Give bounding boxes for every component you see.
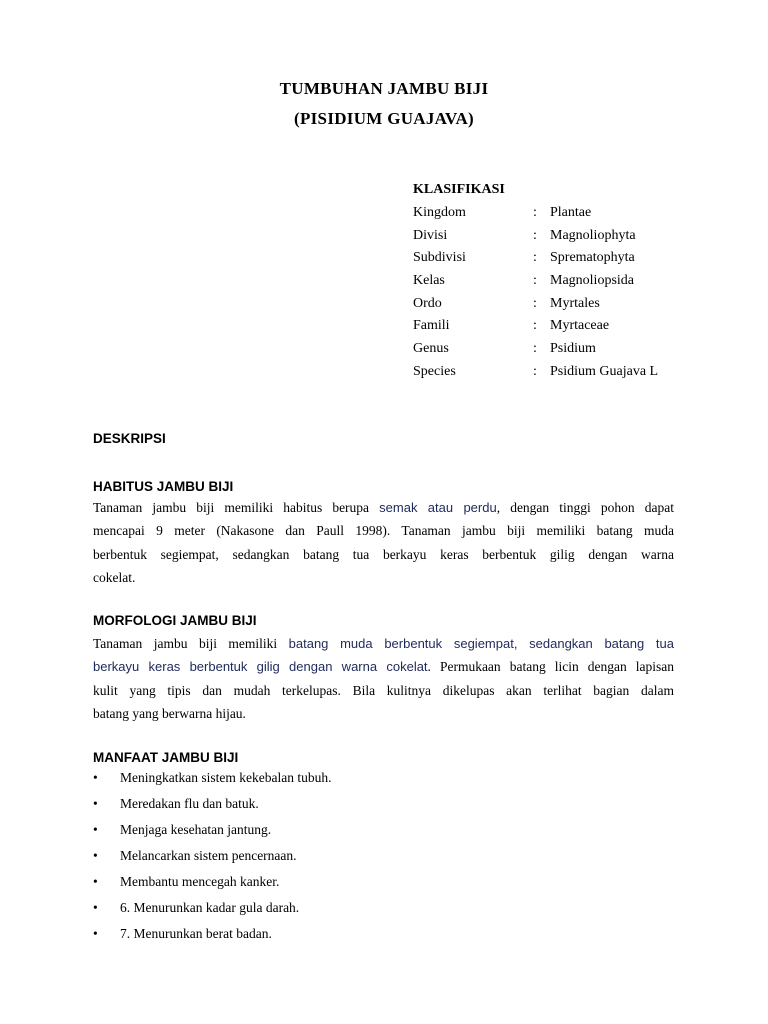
bullet-icon: •	[93, 900, 98, 915]
klasifikasi-separator: :	[533, 341, 537, 357]
morfologi-heading: MORFOLOGI JAMBU BIJI	[93, 613, 257, 628]
klasifikasi-value: Sprematophyta	[550, 250, 635, 266]
document-title: TUMBUHAN JAMBU BIJI	[279, 79, 489, 98]
paragraph-text: Tanaman jambu biji memiliki	[93, 636, 289, 651]
habitus-paragraph	[93, 496, 674, 589]
list-item-text: Meningkatkan sistem kekebalan tubuh.	[120, 770, 332, 785]
klasifikasi-label: Kelas	[413, 273, 445, 289]
klasifikasi-separator: :	[533, 227, 537, 243]
klasifikasi-table	[413, 205, 713, 387]
klasifikasi-heading: KLASIFIKASI	[413, 182, 505, 197]
klasifikasi-row-kelas	[413, 273, 713, 296]
paragraph-line: kulit yang tipis dan mudah terkelupas. Bila kulitnya dikelupas akan terlihat bagian dalam	[93, 682, 674, 698]
klasifikasi-value: Psidium Guajava L	[550, 363, 659, 379]
paragraph-line	[93, 655, 674, 678]
klasifikasi-row-species	[413, 364, 713, 387]
klasifikasi-row-famili	[413, 318, 713, 341]
document-subtitle: (PISIDIUM GUAJAVA)	[294, 109, 474, 128]
morfologi-link[interactable]: batang muda berbentuk segiempat, sedangkan batang tua	[288, 636, 674, 651]
paragraph-line: cokelat.	[93, 569, 136, 585]
klasifikasi-row-ordo	[413, 296, 713, 319]
klasifikasi-value: Magnoliopsida	[550, 273, 634, 289]
klasifikasi-label: Famili	[413, 318, 450, 334]
manfaat-list	[93, 770, 593, 952]
list-item-text: Melancarkan sistem pencernaan.	[120, 848, 297, 863]
klasifikasi-separator: :	[533, 318, 537, 334]
klasifikasi-separator: :	[533, 295, 537, 311]
klasifikasi-value: Psidium	[550, 341, 596, 357]
klasifikasi-label: Subdivisi	[413, 250, 466, 266]
habitus-link[interactable]: semak atau perdu	[379, 500, 497, 515]
list-item	[93, 848, 593, 874]
bullet-icon: •	[93, 796, 98, 811]
bullet-icon: •	[93, 822, 98, 837]
paragraph-line: batang yang berwarna hijau.	[93, 705, 246, 721]
klasifikasi-value: Magnoliophyta	[550, 227, 636, 243]
list-item-text: Meredakan flu dan batuk.	[120, 796, 259, 811]
klasifikasi-row-kingdom	[413, 205, 713, 228]
deskripsi-heading: DESKRIPSI	[93, 431, 166, 446]
paragraph-line: mencapai 9 meter (Nakasone dan Paull 1998). Tanaman jambu biji memiliki batang muda	[93, 523, 674, 539]
klasifikasi-label: Species	[413, 363, 456, 379]
klasifikasi-separator: :	[533, 363, 537, 379]
list-item	[93, 796, 593, 822]
klasifikasi-label: Genus	[413, 341, 449, 357]
klasifikasi-separator: :	[533, 273, 537, 289]
bullet-icon: •	[93, 874, 98, 889]
list-item	[93, 770, 593, 796]
list-item-text: Menjaga kesehatan jantung.	[120, 822, 272, 837]
manfaat-heading: MANFAAT JAMBU BIJI	[93, 750, 239, 765]
list-item	[93, 900, 593, 926]
klasifikasi-row-subdivisi	[413, 250, 713, 273]
morfologi-paragraph	[93, 632, 674, 725]
klasifikasi-label: Divisi	[413, 227, 448, 243]
klasifikasi-row-genus	[413, 341, 713, 364]
habitus-heading: HABITUS JAMBU BIJI	[93, 479, 234, 494]
paragraph-text: . Permukaan batang licin dengan lapisan	[427, 659, 674, 675]
list-item-text: Membantu mencegah kanker.	[120, 874, 280, 889]
klasifikasi-row-divisi	[413, 228, 713, 251]
paragraph-line: berbentuk segiempat, sedangkan batang tua berkayu keras berbentuk gilig dengan warna	[93, 546, 674, 562]
paragraph-text: Tanaman jambu biji memiliki habitus berupa	[93, 500, 380, 515]
klasifikasi-value: Myrtales	[550, 295, 600, 311]
list-item	[93, 926, 593, 952]
paragraph-line	[93, 496, 674, 519]
klasifikasi-label: Kingdom	[413, 205, 466, 220]
bullet-icon: •	[93, 926, 98, 941]
paragraph-line	[93, 632, 674, 655]
morfologi-link[interactable]: berkayu keras berbentuk gilig dengan warna cokelat	[93, 659, 428, 675]
list-item-text: 7. Menurunkan berat badan.	[120, 926, 272, 941]
bullet-icon: •	[93, 770, 98, 785]
list-item	[93, 822, 593, 848]
list-item-text: 6. Menurunkan kadar gula darah.	[120, 900, 300, 915]
paragraph-text: , dengan tinggi pohon dapat	[496, 500, 674, 515]
bullet-icon: •	[93, 848, 98, 863]
klasifikasi-label: Ordo	[413, 295, 442, 311]
klasifikasi-value: Myrtaceae	[550, 318, 610, 334]
klasifikasi-separator: :	[533, 250, 537, 266]
klasifikasi-separator: :	[533, 205, 537, 220]
list-item	[93, 874, 593, 900]
klasifikasi-value: Plantae	[550, 205, 592, 220]
